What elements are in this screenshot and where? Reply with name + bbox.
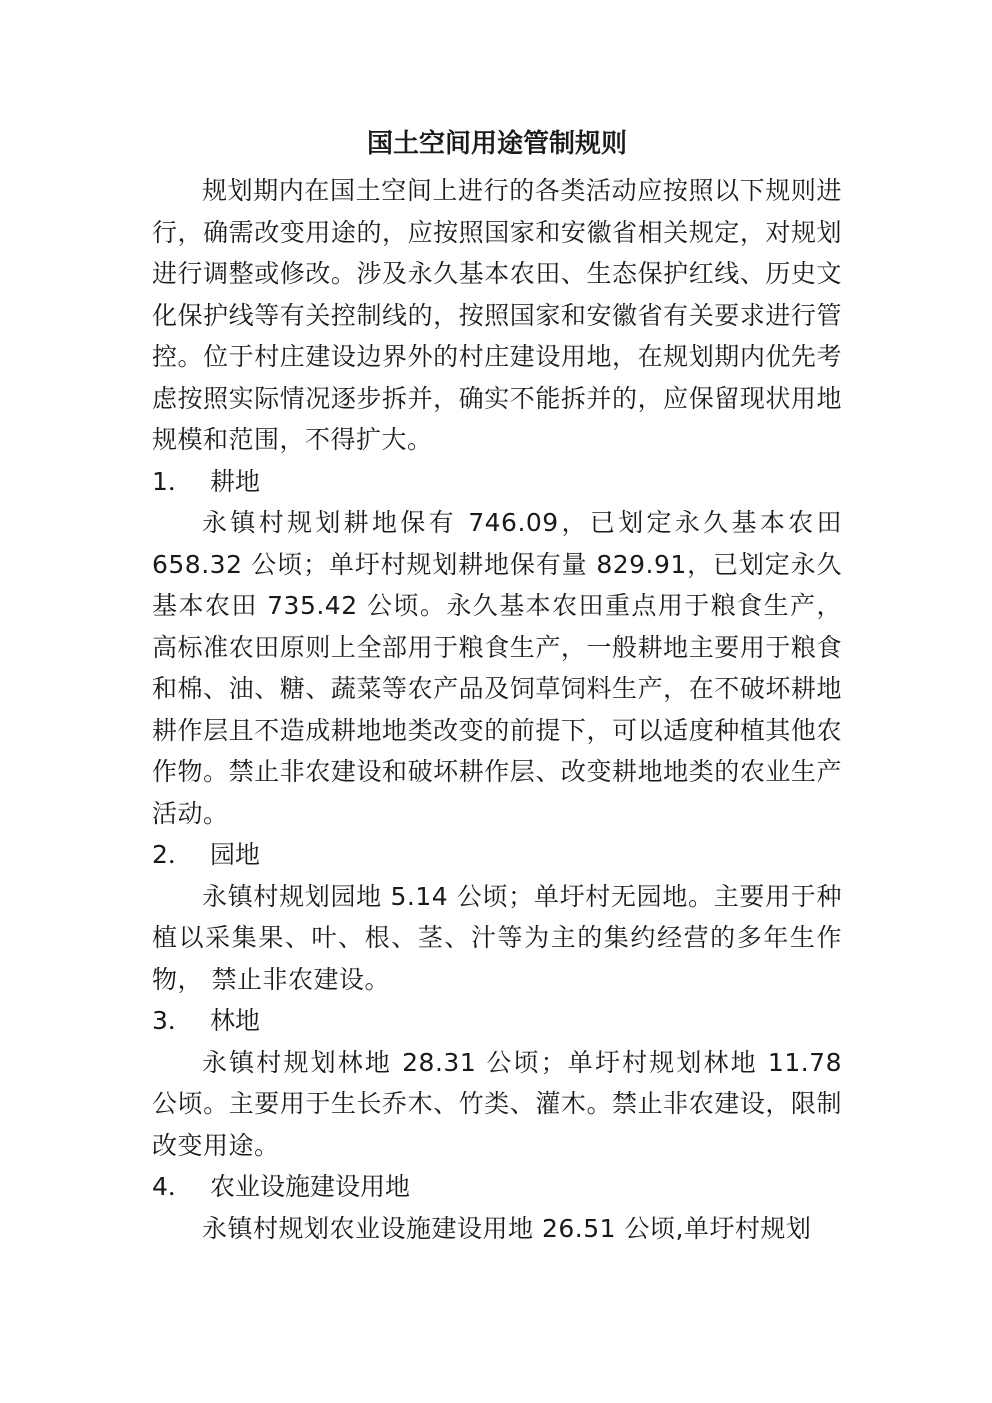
section-heading-garden-land [152, 834, 842, 876]
section-number: 1． [152, 466, 193, 496]
section-body-forest-land: 永镇村规划林地 28.31 公顷；单圩村规划林地 11.78 公顷。主要用于生长乔木、竹类、灌木。禁止非农建设，限制改变用途。 [152, 1047, 842, 1160]
section-heading-agricultural-facility-land [152, 1166, 842, 1208]
section-number: 3． [152, 1006, 193, 1035]
section-heading-text: 林地 [210, 1006, 261, 1035]
section-heading-text: 园地 [210, 840, 261, 869]
intro-paragraph: 规划期内在国土空间上进行的各类活动应按照以下规则进行，确需改变用途的，应按照国家和安徽省相关规定，对规划进行调整或修改。涉及永久基本农田、生态保护红线、历史文化保护线等有关控制线的，按照国家和安徽省有关要求进行管控。位于村庄建设边界外的村庄建设用地，在规划期内优先考虑按照实际情况逐步拆并，确实不能拆并的，应保留现状用地规模和范围，不得扩大。 [152, 176, 842, 454]
section-number: 2． [152, 840, 193, 869]
section-number: 4． [152, 1172, 193, 1201]
document-title: 国土空间用途管制规则 [366, 129, 627, 159]
section-body-garden-land: 永镇村规划园地 5.14 公顷；单圩村无园地。主要用于种植以采集果、叶、根、茎、汁等为主的集约经营的多年生作物， 禁止非农建设。 [152, 881, 842, 994]
section-heading-text: 农业设施建设用地 [210, 1172, 411, 1201]
section-body-cultivated-land: 永镇村规划耕地保有 746.09，已划定永久基本农田 658.32 公顷；单圩村规划耕地保有量 829.91，已划定永久基本农田 735.42 公顷。永久基本农田重点用于粮食生产，高标准农田原则上全部用于粮食生产，一般耕地主要用于粮食和棉、油、糖、蔬菜等农产品及饲草饲料生产，在不破坏耕地耕作层且不造成耕地地类改变的前提下，可以适度种植其他农作物。禁止非农建设和破坏耕作层、改变耕地地类的农业生产活动。 [152, 508, 842, 828]
section-heading-cultivated-land [152, 461, 842, 503]
section-body-agricultural-facility-land: 永镇村规划农业设施建设用地 26.51 公顷,单圩村规划 [202, 1213, 812, 1243]
section-heading-forest-land [152, 1000, 842, 1042]
section-heading-text: 耕地 [210, 466, 261, 496]
document-page [152, 118, 842, 1249]
